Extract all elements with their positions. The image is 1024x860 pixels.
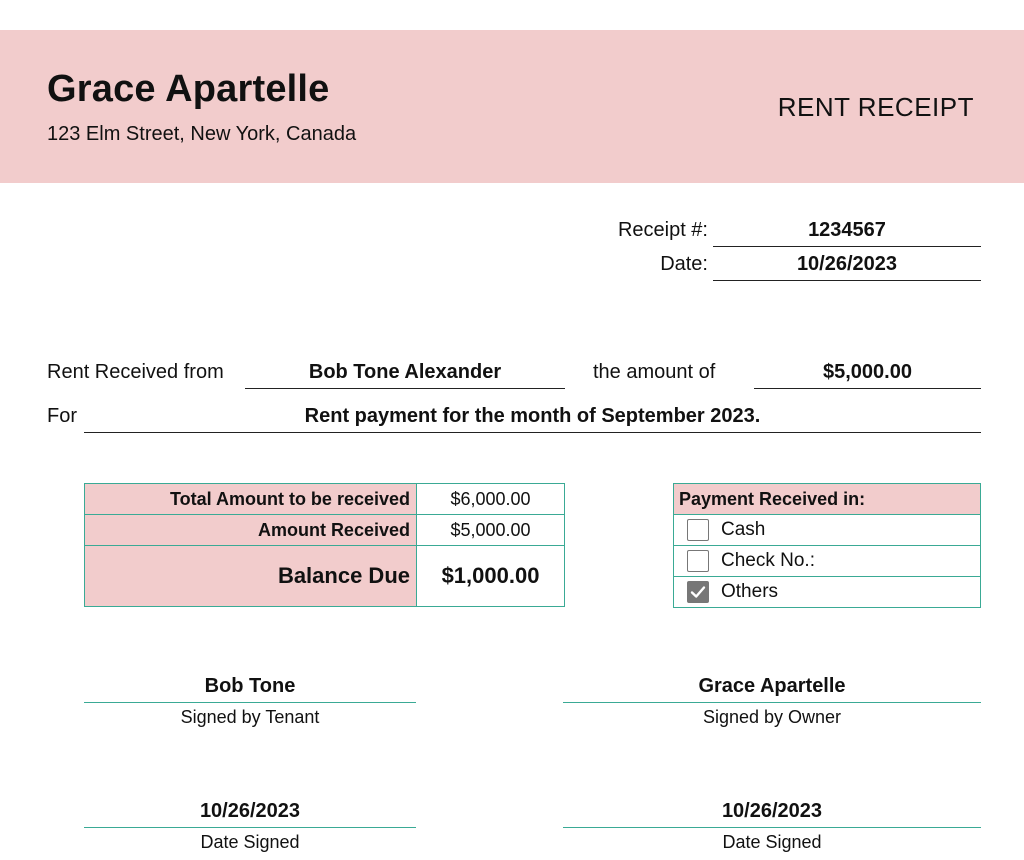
others-label: Others: [721, 581, 779, 602]
owner-date-field[interactable]: 10/26/2023: [563, 797, 981, 828]
cash-label: Cash: [721, 519, 766, 540]
table-row: [85, 484, 565, 515]
for-label: For: [47, 405, 77, 427]
owner-date-caption: Date Signed: [722, 832, 822, 852]
table-row: [85, 515, 565, 546]
others-checkbox[interactable]: [687, 581, 709, 603]
for-field[interactable]: Rent payment for the month of September 2023.: [84, 401, 981, 433]
balance-due-value[interactable]: $1,000.00: [417, 546, 565, 607]
received-from-field[interactable]: Bob Tone Alexander: [245, 357, 565, 389]
check-checkbox[interactable]: [687, 550, 709, 572]
checkmark-icon: [689, 583, 707, 601]
amount-field[interactable]: $5,000.00: [754, 357, 981, 389]
date-field[interactable]: 10/26/2023: [713, 249, 981, 281]
check-label: Check No.:: [721, 550, 815, 571]
list-item: [674, 577, 981, 608]
balance-due-label: Balance Due: [85, 546, 417, 607]
payment-method-table: [673, 483, 981, 608]
company-address: 123 Elm Street, New York, Canada: [47, 123, 357, 145]
tenant-signature-caption: Signed by Tenant: [180, 707, 320, 727]
tenant-date-caption: Date Signed: [200, 832, 300, 852]
table-row: [85, 546, 565, 607]
amount-label: the amount of: [593, 361, 716, 383]
amount-received-label: Amount Received: [85, 515, 417, 546]
received-from-label: Rent Received from: [47, 361, 224, 383]
total-amount-label: Total Amount to be received: [85, 484, 417, 515]
receipt-number-label: Receipt #:: [617, 219, 708, 241]
owner-signature-caption: Signed by Owner: [702, 707, 842, 727]
owner-signature-field[interactable]: Grace Apartelle: [563, 672, 981, 703]
amount-summary-table: [84, 483, 565, 607]
amount-received-value[interactable]: $5,000.00: [417, 515, 565, 546]
cash-checkbox[interactable]: [687, 519, 709, 541]
date-label: Date:: [660, 253, 708, 275]
list-item: [674, 546, 981, 577]
payment-method-header: Payment Received in:: [674, 484, 981, 515]
tenant-signature-field[interactable]: Bob Tone: [84, 672, 416, 703]
tenant-date-field[interactable]: 10/26/2023: [84, 797, 416, 828]
receipt-number-field[interactable]: 1234567: [713, 215, 981, 247]
list-item: [674, 515, 981, 546]
company-name: Grace Apartelle: [47, 68, 330, 110]
document-title: RENT RECEIPT: [777, 92, 974, 122]
total-amount-value[interactable]: $6,000.00: [417, 484, 565, 515]
